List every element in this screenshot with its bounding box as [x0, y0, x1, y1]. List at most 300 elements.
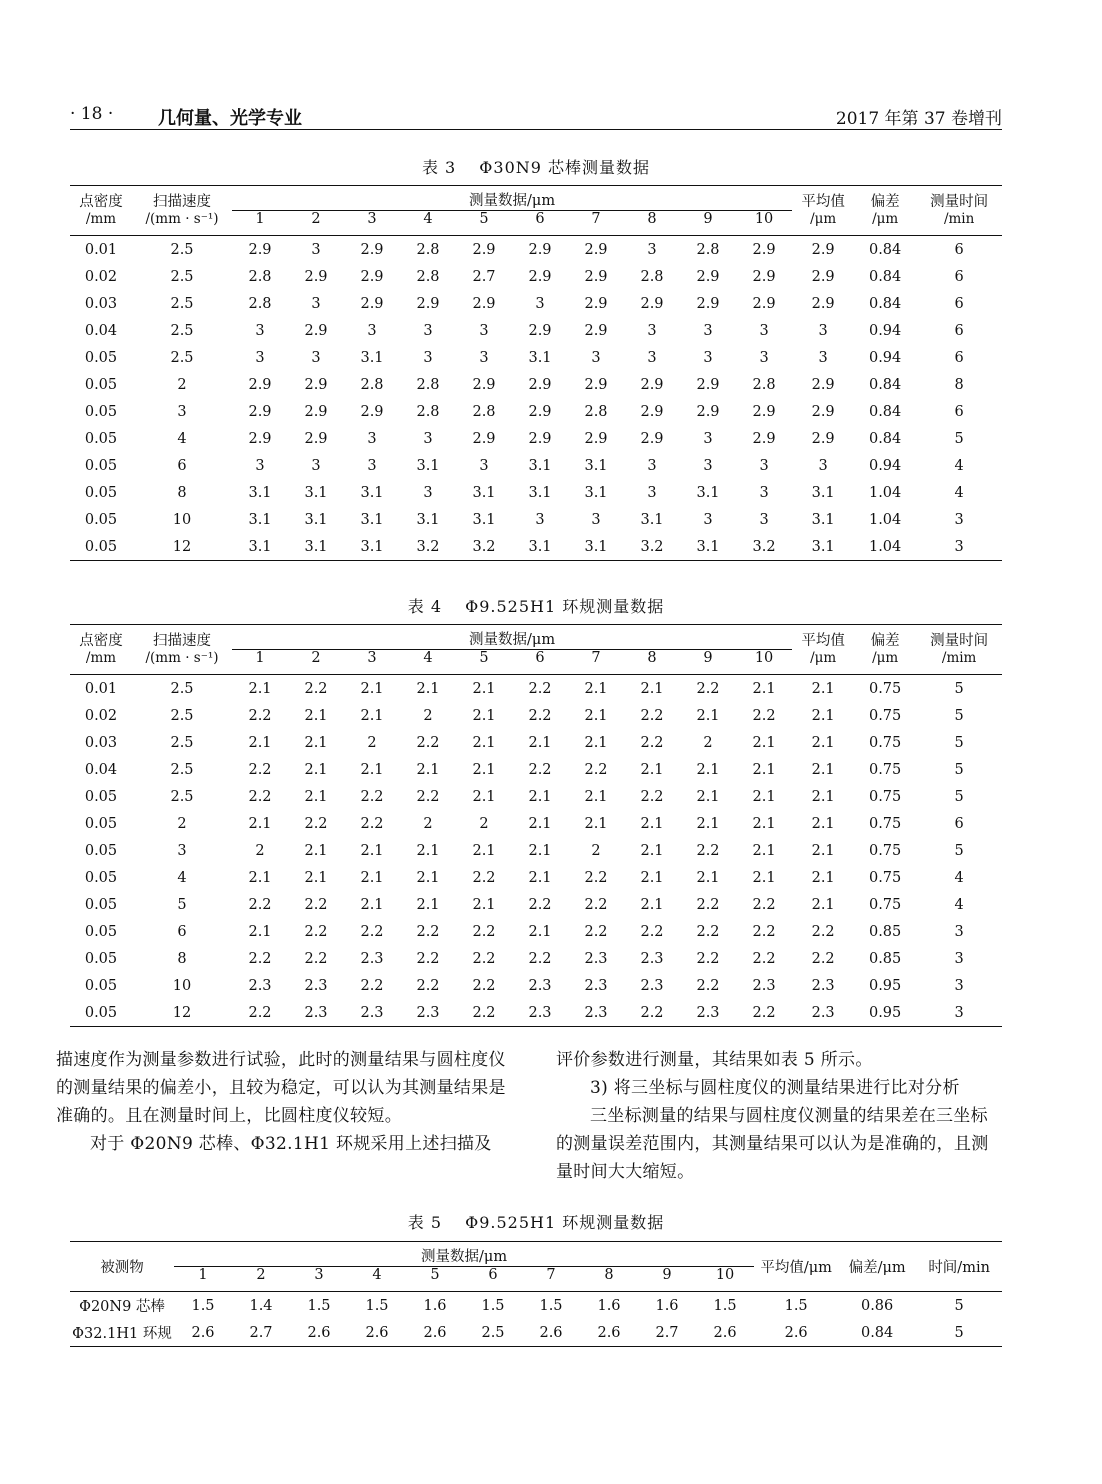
table3-cell: 3 [423, 430, 433, 447]
body-left-column [56, 1046, 518, 1158]
table3-cell: 2.9 [304, 376, 328, 393]
table3-row [70, 533, 1002, 561]
body-paragraph: 三坐标测量的结果与圆柱度仪测量的结果差在三坐标的测量误差范围内，其测量结果可以认为是准确的，且测量时间大大缩短。 [556, 1106, 989, 1182]
table5-index: 5 [430, 1267, 440, 1283]
table3-unit-deviation: /μm [872, 210, 899, 227]
table4-cell: 5 [954, 842, 964, 859]
table3 [70, 185, 1002, 561]
table3-header-deviation: 偏差 [870, 193, 900, 210]
table3-cell: 2.9 [811, 268, 835, 285]
body-right-column [556, 1046, 1002, 1186]
table3-cell: 2.9 [640, 403, 664, 420]
table3-cell: 2.8 [248, 295, 272, 312]
table3-cell: 3.1 [472, 484, 496, 501]
table4-cell: 2.1 [528, 842, 552, 859]
table3-cell: 3 [423, 484, 433, 501]
table5-cell: 2.6 [307, 1324, 331, 1341]
table3-row [70, 425, 1002, 452]
table4-cell: 2.2 [360, 815, 384, 832]
table3-cell: 2.9 [360, 403, 384, 420]
table5-index: 10 [715, 1267, 735, 1283]
table3-cell: 2.9 [528, 241, 552, 258]
table4-row [70, 918, 1002, 945]
table5-cell: 0.86 [860, 1297, 894, 1314]
table4-index: 4 [423, 650, 433, 666]
table3-row [70, 344, 1002, 371]
table4-cell: 0.05 [84, 977, 118, 994]
table4-row [70, 702, 1002, 729]
table3-cell: 3 [954, 511, 964, 528]
table4-cell: 2.5 [170, 734, 194, 751]
table3-cell: 3.1 [584, 538, 608, 555]
table4-cell: 0.75 [868, 734, 902, 751]
table4-cell: 3 [954, 1004, 964, 1021]
table3-unit-mean: /μm [810, 210, 837, 227]
table4-cell: 2.2 [304, 896, 328, 913]
table4-unit-deviation: /μm [872, 649, 899, 666]
table3-cell: 3.1 [248, 538, 272, 555]
table3-cell: 3 [255, 322, 265, 339]
table3-cell: 2.9 [528, 322, 552, 339]
table3-cell: 6 [954, 349, 964, 366]
table4-cell: 2.2 [528, 761, 552, 778]
table3-cell: 0.84 [868, 241, 902, 258]
table4-cell: 0.75 [868, 788, 902, 805]
table4-cell: 2.1 [696, 788, 720, 805]
table5-cell: 2.6 [539, 1324, 563, 1341]
table4-cell: 2.1 [584, 707, 608, 724]
table5-cell: 1.5 [481, 1297, 505, 1314]
table3-cell: 3 [647, 457, 657, 474]
table4-cell: 2.3 [416, 1004, 440, 1021]
table3-cell: 3 [703, 322, 713, 339]
table4-cell: 2.1 [752, 680, 776, 697]
table3-cell: 12 [172, 538, 192, 555]
table4-cell: 2.2 [304, 923, 328, 940]
table5-cell: 1.5 [191, 1297, 215, 1314]
table3-cell: 3.1 [416, 457, 440, 474]
table4-cell: 2.3 [584, 977, 608, 994]
table5-index: 7 [546, 1267, 556, 1283]
table3-cell: 3 [647, 322, 657, 339]
table3-cell: 3.2 [416, 538, 440, 555]
table4-cell: 2.3 [640, 950, 664, 967]
table4-unit-point-density: /mm [85, 649, 117, 666]
table4-cell: 2.2 [248, 707, 272, 724]
table5-header-time: 时间/min [928, 1260, 990, 1276]
table3-cell: 3.1 [696, 484, 720, 501]
table4-cell: 2.2 [360, 788, 384, 805]
table4-caption: 表 4 Φ9.525H1 环规测量数据 [407, 597, 665, 616]
table4-row [70, 891, 1002, 918]
table3-cell: 2.8 [472, 403, 496, 420]
table4-cell: 2.3 [360, 950, 384, 967]
table5-cell: 2.5 [481, 1324, 505, 1341]
table3-unit-point-density: /mm [85, 210, 117, 227]
table4-cell: 2.2 [640, 734, 664, 751]
table3-cell: 3 [647, 349, 657, 366]
table3-cell: 4 [954, 457, 964, 474]
table3-cell: 3 [367, 430, 377, 447]
table3-cell: 3 [479, 457, 489, 474]
table3-cell: 2.9 [248, 430, 272, 447]
table3-header-measure: 测量数据/μm [232, 186, 792, 211]
table5-cell: 5 [954, 1297, 964, 1314]
table3-index: 9 [703, 211, 713, 227]
table3-cell: 2.8 [752, 376, 776, 393]
table4-cell: 2.1 [416, 680, 440, 697]
table4-cell: 2.2 [472, 923, 496, 940]
table4-cell: 2.1 [752, 815, 776, 832]
table3-cell: 2.9 [248, 241, 272, 258]
table3-cell: 2.9 [752, 430, 776, 447]
table3-cell: 3.1 [360, 484, 384, 501]
table4-cell: 2.1 [360, 707, 384, 724]
table4-cell: 2.2 [752, 707, 776, 724]
table4-cell: 0.05 [84, 815, 118, 832]
table4-cell: 2.1 [528, 923, 552, 940]
table4-index: 2 [311, 650, 321, 666]
table3-cell: 3 [759, 511, 769, 528]
table4-cell: 2.3 [304, 977, 328, 994]
table4-cell: 0.95 [868, 977, 902, 994]
table3-cell: 3 [367, 457, 377, 474]
table4-cell: 2.2 [528, 680, 552, 697]
table3-cell: 2.9 [584, 430, 608, 447]
table3-cell: 3.1 [248, 484, 272, 501]
table5-cell: 1.5 [365, 1297, 389, 1314]
table5-row [70, 1319, 1002, 1347]
table3-cell: 2.9 [584, 376, 608, 393]
table3-cell: 3 [703, 457, 713, 474]
table3-cell: 1.04 [868, 484, 902, 501]
table3-cell: 3.1 [584, 457, 608, 474]
table4-cell: 2.1 [304, 788, 328, 805]
table5-cell: 2.7 [655, 1324, 679, 1341]
table3-index: 10 [754, 211, 774, 227]
table4-cell: 2.5 [170, 761, 194, 778]
table4-cell: 3 [954, 950, 964, 967]
table4-cell: 2.1 [304, 707, 328, 724]
table4-cell: 2.1 [304, 734, 328, 751]
table4-cell: 2.1 [640, 680, 664, 697]
table3-cell: 2 [177, 376, 187, 393]
table4-cell: 2.2 [752, 950, 776, 967]
table3-cell: 3 [311, 349, 321, 366]
table4-cell: 5 [954, 680, 964, 697]
table4-unit-scan-speed: /(mm · s⁻¹) [145, 649, 219, 666]
table3-cell: 2.5 [170, 349, 194, 366]
table3-cell: 3.1 [811, 511, 835, 528]
table3-cell: 0.94 [868, 457, 902, 474]
table4-cell: 2.2 [696, 950, 720, 967]
table5-header-measure: 测量数据/μm [174, 1242, 754, 1267]
table4-cell: 2 [591, 842, 601, 859]
table4-row [70, 864, 1002, 891]
table4-cell: 2.1 [472, 788, 496, 805]
table4-cell: 2.2 [416, 950, 440, 967]
table4-cell: 0.75 [868, 761, 902, 778]
table3-cell: 0.84 [868, 376, 902, 393]
table5-index: 1 [198, 1267, 208, 1283]
table3-cell: 2.9 [696, 295, 720, 312]
table3-cell: 8 [954, 376, 964, 393]
table3-header-scan-speed: 扫描速度 [153, 193, 211, 210]
table3-cell: 3 [954, 538, 964, 555]
table3-row [70, 317, 1002, 344]
table4-cell: 0.85 [868, 950, 902, 967]
table4-cell: 2.3 [811, 1004, 835, 1021]
table4-cell: 2.1 [304, 842, 328, 859]
table3-cell: 6 [954, 295, 964, 312]
table5-cell: 5 [954, 1324, 964, 1341]
table3-cell: 3.1 [811, 538, 835, 555]
table4-cell: 2 [423, 707, 433, 724]
table3-cell: 2.8 [416, 376, 440, 393]
table3-cell: 2.9 [811, 403, 835, 420]
table3-cell: 3.1 [528, 538, 552, 555]
table3-cell: 3.1 [304, 538, 328, 555]
table4-cell: 0.02 [84, 707, 118, 724]
table3-cell: 2.8 [416, 403, 440, 420]
table3-row [70, 290, 1002, 317]
table4-cell: 2.1 [528, 734, 552, 751]
table4-cell: 2.1 [696, 761, 720, 778]
table3-cell: 2.8 [416, 268, 440, 285]
table4-cell: 0.01 [84, 680, 118, 697]
table3-cell: 3.1 [811, 484, 835, 501]
table3-cell: 2.9 [304, 403, 328, 420]
table4-cell: 5 [954, 788, 964, 805]
table4-cell: 2.1 [752, 842, 776, 859]
table4-cell: 2.1 [360, 842, 384, 859]
table4-cell: 2.1 [752, 788, 776, 805]
table4-row [70, 945, 1002, 972]
table4-cell: 2.1 [811, 734, 835, 751]
table3-cell: 2.9 [696, 268, 720, 285]
table3-cell: 2.8 [416, 241, 440, 258]
table3-cell: 2.5 [170, 241, 194, 258]
table3-row [70, 506, 1002, 533]
table3-cell: 2.9 [248, 403, 272, 420]
table3-cell: 0.01 [84, 241, 118, 258]
table4-cell: 2.1 [584, 680, 608, 697]
table3-cell: 2.9 [584, 241, 608, 258]
table3-cell: 2.8 [360, 376, 384, 393]
table4-cell: 2.3 [584, 1004, 608, 1021]
table3-cell: 3.1 [304, 511, 328, 528]
table4-cell: 2.1 [752, 734, 776, 751]
table4-cell: 2.3 [696, 1004, 720, 1021]
table3-cell: 0.03 [84, 295, 118, 312]
table4-cell: 4 [177, 869, 187, 886]
table4-cell: 2.1 [416, 842, 440, 859]
table4-cell: 2.1 [696, 815, 720, 832]
table3-cell: 3 [311, 241, 321, 258]
table3-cell: 2.9 [811, 430, 835, 447]
table3-cell: 3.1 [472, 511, 496, 528]
table3-cell: 3.1 [304, 484, 328, 501]
table4-cell: 5 [954, 707, 964, 724]
table4-cell: 2.2 [811, 923, 835, 940]
issue-info: 2017 年第 37 卷增刊 [835, 109, 1002, 129]
table3-cell: 3 [818, 457, 828, 474]
table4-cell: 2.2 [416, 977, 440, 994]
table4-cell: 4 [954, 896, 964, 913]
table3-cell: 3.2 [752, 538, 776, 555]
table5-header-object: 被测物 [100, 1260, 144, 1276]
table4-cell: 2.3 [584, 950, 608, 967]
header-rule [70, 129, 1002, 130]
table3-cell: 2.9 [584, 268, 608, 285]
table4-index: 3 [367, 650, 377, 666]
table3-cell: 3 [423, 322, 433, 339]
table3-cell: 3 [255, 457, 265, 474]
table3-index: 3 [367, 211, 377, 227]
table5-cell: 1.5 [713, 1297, 737, 1314]
table4-cell: 2.2 [752, 923, 776, 940]
table4 [70, 624, 1002, 1027]
table3-cell: 2.9 [528, 376, 552, 393]
table4-cell: 0.95 [868, 1004, 902, 1021]
table5-cell: 0.84 [860, 1324, 894, 1341]
table4-row [70, 783, 1002, 810]
table4-cell: 2.2 [360, 923, 384, 940]
table4-cell: 2.1 [472, 896, 496, 913]
table5-row [70, 1292, 1002, 1320]
table4-cell: 4 [954, 869, 964, 886]
table3-cell: 2.9 [811, 295, 835, 312]
table3-cell: 3.1 [360, 511, 384, 528]
table4-cell: 2.2 [248, 761, 272, 778]
table3-cell: 3 [647, 484, 657, 501]
table4-cell: 2.1 [640, 842, 664, 859]
table3-cell: 0.84 [868, 430, 902, 447]
table4-cell: 5 [954, 734, 964, 751]
table3-index: 5 [479, 211, 489, 227]
table4-cell: 2.3 [640, 977, 664, 994]
table3-cell: 2.9 [304, 322, 328, 339]
table3-cell: 2.9 [360, 241, 384, 258]
table5-cell: 1.5 [307, 1297, 331, 1314]
table3-cell: 3 [591, 511, 601, 528]
table4-index: 9 [703, 650, 713, 666]
table5 [70, 1241, 1002, 1347]
table3-cell: 0.05 [84, 457, 118, 474]
journal-title: 几何量、光学专业 [158, 108, 302, 129]
table3-cell: 2.9 [584, 322, 608, 339]
table3-cell: 3.1 [528, 484, 552, 501]
table3-cell: 0.05 [84, 484, 118, 501]
table4-cell: 2.2 [528, 896, 552, 913]
table3-caption: 表 3 Φ30N9 芯棒测量数据 [421, 158, 651, 177]
table4-cell: 2 [177, 815, 187, 832]
table4-cell: 2 [703, 734, 713, 751]
table4-cell: 0.03 [84, 734, 118, 751]
table5-index: 2 [256, 1267, 266, 1283]
table3-index: 8 [647, 211, 657, 227]
table4-unit-mean: /μm [810, 649, 837, 666]
table4-cell: 2.2 [304, 950, 328, 967]
table4-cell: 3 [177, 842, 187, 859]
table4-row [70, 729, 1002, 756]
table3-row [70, 479, 1002, 506]
table4-cell: 2.1 [248, 923, 272, 940]
table4-cell: 0.05 [84, 788, 118, 805]
table3-cell: 3 [703, 511, 713, 528]
table5-cell: Φ20N9 芯棒 [79, 1299, 165, 1315]
table4-cell: 2.1 [248, 680, 272, 697]
table4-cell: 2.3 [360, 1004, 384, 1021]
table3-cell: 6 [954, 241, 964, 258]
table3-cell: 3 [423, 349, 433, 366]
table3-cell: 4 [177, 430, 187, 447]
table4-index: 7 [591, 650, 601, 666]
table3-cell: 0.05 [84, 511, 118, 528]
table4-cell: 2.2 [584, 923, 608, 940]
table4-cell: 2.2 [696, 680, 720, 697]
table3-cell: 2.9 [752, 295, 776, 312]
table3-unit-time: /min [943, 210, 975, 227]
table4-cell: 0.05 [84, 1004, 118, 1021]
table4-cell: 2.1 [640, 761, 664, 778]
table3-row [70, 236, 1002, 264]
table4-cell: 2.3 [248, 977, 272, 994]
table4-cell: 2.1 [248, 815, 272, 832]
table4-cell: 2.2 [696, 842, 720, 859]
table4-cell: 2.2 [696, 977, 720, 994]
table3-cell: 0.05 [84, 376, 118, 393]
table4-cell: 2.1 [640, 869, 664, 886]
table4-cell: 2.1 [640, 815, 664, 832]
table4-cell: 2.1 [416, 869, 440, 886]
table5-header-mean: 平均值/μm [760, 1260, 832, 1276]
table3-cell: 4 [954, 484, 964, 501]
table3-cell: 3.1 [360, 538, 384, 555]
table3-cell: 2.9 [752, 268, 776, 285]
table3-index: 4 [423, 211, 433, 227]
table4-cell: 2.1 [584, 788, 608, 805]
table3-header-point-density: 点密度 [79, 193, 123, 210]
table4-cell: 0.04 [84, 761, 118, 778]
table4-cell: 2.1 [752, 761, 776, 778]
table4-cell: 2.1 [811, 842, 835, 859]
table3-cell: 6 [954, 322, 964, 339]
table4-row [70, 972, 1002, 999]
table3-cell: 2.9 [752, 403, 776, 420]
table4-cell: 2.2 [472, 977, 496, 994]
table4-cell: 2.2 [640, 788, 664, 805]
table3-cell: 0.05 [84, 403, 118, 420]
table4-cell: 0.05 [84, 950, 118, 967]
page-number: · 18 · [70, 104, 114, 124]
table3-cell: 2.9 [304, 268, 328, 285]
table4-cell: 2.2 [811, 950, 835, 967]
table4-header-measure: 测量数据/μm [232, 625, 792, 650]
table4-cell: 2.1 [640, 896, 664, 913]
table3-cell: 0.84 [868, 403, 902, 420]
table5-cell: 1.6 [655, 1297, 679, 1314]
table5-cell: 2.6 [597, 1324, 621, 1341]
table3-index: 2 [311, 211, 321, 227]
table5-cell: 1.5 [539, 1297, 563, 1314]
table4-cell: 6 [177, 923, 187, 940]
table4-cell: 0.05 [84, 923, 118, 940]
table3-cell: 0.94 [868, 322, 902, 339]
table3-cell: 2.9 [584, 295, 608, 312]
table3-cell: 3.2 [640, 538, 664, 555]
table4-cell: 3 [954, 977, 964, 994]
